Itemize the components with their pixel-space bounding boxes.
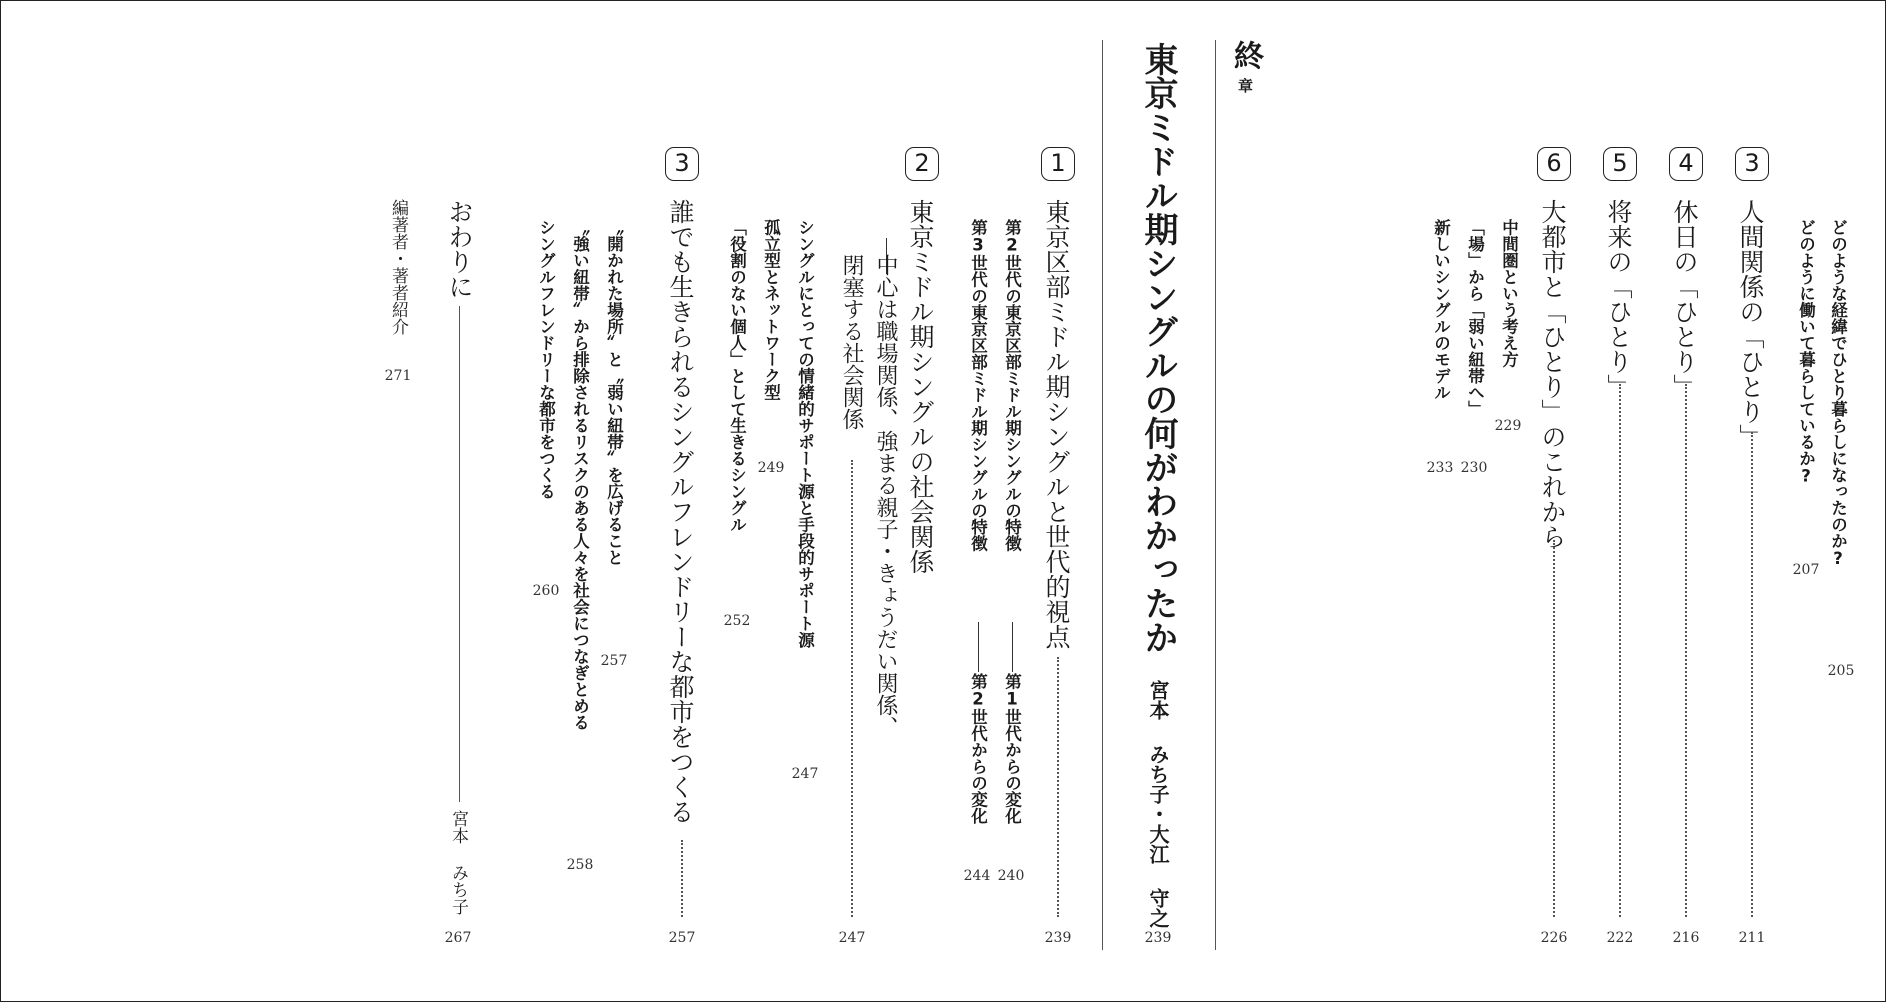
section-number-badge: 1	[1041, 147, 1075, 181]
page-number: 252	[723, 613, 751, 629]
page-number: 229	[1494, 418, 1522, 434]
page-number: 230	[1460, 460, 1488, 476]
toc-subitem[interactable]: 〝強い紐帯〟から排除されるリスクのある人々を社会につなぎとめる	[570, 219, 590, 731]
section-number-badge: 4	[1669, 147, 1703, 181]
page-number: 257	[668, 930, 696, 946]
page-number: 240	[997, 868, 1025, 884]
section-number-badge: 6	[1537, 147, 1571, 181]
page-number: 257	[600, 653, 628, 669]
toc-section-3[interactable]: 人間関係の「ひとり」	[1736, 199, 1765, 449]
dot-leader	[1751, 432, 1753, 917]
page-number: 271	[384, 368, 412, 384]
toc-section-6[interactable]: 大都市と「ひとり」のこれから	[1538, 199, 1567, 549]
toc-subitem[interactable]: 「場」から「弱い紐帯へ」	[1465, 219, 1485, 417]
toc-section-1[interactable]: 東京区部ミドル期シングルと世代的視点	[1042, 199, 1071, 649]
em-dash	[1012, 622, 1013, 672]
page-number: 239	[1044, 930, 1072, 946]
page-number: 226	[1540, 930, 1568, 946]
em-dash	[978, 622, 979, 672]
toc-section-4[interactable]: 休日の「ひとり」	[1670, 199, 1699, 399]
toc-subitem[interactable]: シングルフレンドリーな都市をつくる	[536, 219, 556, 500]
toc-subitem[interactable]: 「役割のない個人」として生きるシングル	[727, 219, 747, 533]
dot-leader	[681, 840, 683, 917]
dot-leader	[1619, 384, 1621, 917]
page-number: 267	[444, 930, 472, 946]
chapter-label-sub: 章	[1236, 78, 1254, 93]
toc-owari[interactable]: おわりに	[445, 199, 474, 299]
page-number: 222	[1606, 930, 1634, 946]
page-number: 233	[1426, 460, 1454, 476]
page-number: 207	[1792, 562, 1820, 578]
dot-leader	[1685, 384, 1687, 917]
chapter-rule	[1102, 40, 1103, 950]
page-number: 247	[791, 766, 819, 782]
chapter-title[interactable]: 東京ミドル期シングルの何がわかったか	[1138, 42, 1178, 654]
toc-subitem[interactable]: 〝開かれた場所〟と〝弱い紐帯〟を広げること	[604, 219, 624, 566]
em-rule	[459, 306, 460, 802]
page-number: 205	[1827, 663, 1855, 679]
dot-leader	[1057, 657, 1059, 917]
section-number-badge: 2	[905, 147, 939, 181]
toc-subitem-cont: 第2世代からの変化	[968, 673, 988, 824]
toc-subitem[interactable]: シングルにとっての情緒的サポート源と手段的サポート源	[795, 219, 815, 648]
page-number: 247	[838, 930, 866, 946]
page-number: 211	[1738, 930, 1766, 946]
toc-subitem[interactable]: 第3世代の東京区部ミドル期シングルの特徴	[968, 219, 988, 552]
toc-section-5[interactable]: 将来の「ひとり」	[1604, 199, 1633, 399]
page-number: 244	[963, 868, 991, 884]
page-number: 258	[566, 857, 594, 873]
owari-author: 宮本 みち子	[448, 810, 468, 915]
page-number: 260	[532, 583, 560, 599]
section-number-badge: 3	[665, 147, 699, 181]
toc-section-3b[interactable]: 誰でも生きられるシングルフレンドリーな都市をつくる	[666, 199, 695, 824]
page-number: 216	[1672, 930, 1700, 946]
toc-authors[interactable]: 編著者・著者紹介	[388, 199, 408, 335]
dot-leader	[851, 460, 853, 917]
chapter-rule	[1215, 40, 1216, 950]
toc-section-2-subtitle: 閉塞する社会関係	[839, 254, 864, 430]
toc-section-2-subtitle: 中心は職場関係、強まる親子・きょうだい関係、	[873, 254, 898, 738]
chapter-author: 宮本 みち子・大江 守之	[1146, 680, 1170, 928]
toc-subitem-cont: 第1世代からの変化	[1002, 673, 1022, 824]
toc-subitem-q1[interactable]: どのような経緯でひとり暮らしになったのか?	[1828, 219, 1848, 568]
page-number: 249	[757, 460, 785, 476]
toc-subitem[interactable]: 第2世代の東京区部ミドル期シングルの特徴	[1002, 219, 1022, 552]
section-number-badge: 5	[1603, 147, 1637, 181]
chapter-label: 終	[1228, 40, 1263, 70]
toc-subitem[interactable]: 中間圏という考え方	[1499, 219, 1519, 368]
page-number: 239	[1144, 930, 1172, 946]
toc-section-2[interactable]: 東京ミドル期シングルの社会関係	[906, 199, 935, 574]
section-number-badge: 3	[1735, 147, 1769, 181]
dot-leader	[1553, 540, 1555, 917]
toc-subitem[interactable]: 新しいシングルのモデル	[1431, 219, 1451, 401]
toc-subitem-q2[interactable]: どのように働いて暮らしているか?	[1796, 219, 1816, 486]
toc-subitem[interactable]: 孤立型とネットワーク型	[761, 219, 781, 401]
